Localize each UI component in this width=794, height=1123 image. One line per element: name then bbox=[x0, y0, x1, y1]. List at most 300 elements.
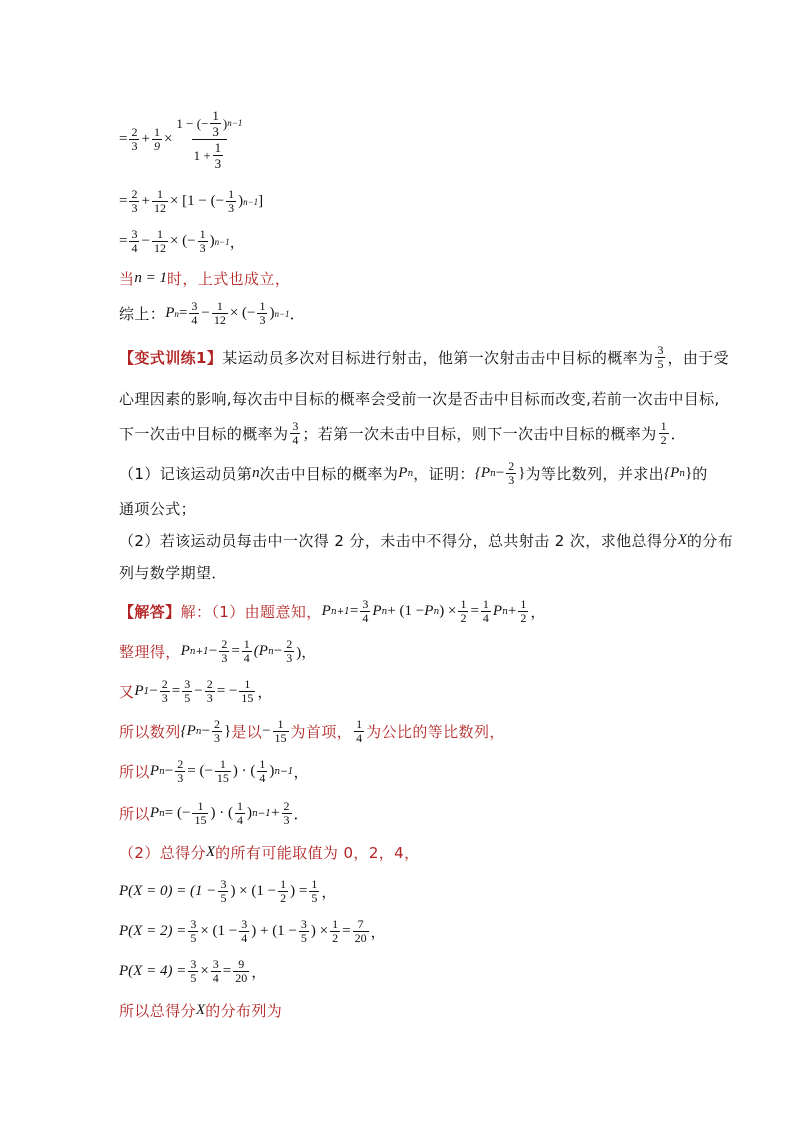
math-text: n−1 bbox=[214, 236, 230, 247]
math-text: 3 bbox=[221, 651, 228, 665]
math-text: 3 bbox=[212, 124, 219, 139]
fraction bbox=[659, 420, 669, 447]
formula-line-1 bbox=[119, 108, 246, 171]
math-text: n bbox=[433, 606, 440, 617]
fraction bbox=[354, 718, 364, 745]
math-text: 1 bbox=[143, 686, 150, 697]
math-text: 整理得， bbox=[119, 643, 181, 661]
math-text: n−1 bbox=[274, 308, 290, 319]
math-text: × bbox=[200, 963, 209, 979]
math-text: − bbox=[262, 723, 271, 739]
fraction bbox=[239, 918, 249, 945]
math-text: 2 bbox=[131, 125, 138, 139]
math-text: 2 bbox=[283, 799, 290, 813]
math-text: 1 bbox=[660, 419, 667, 433]
fraction bbox=[205, 678, 215, 705]
fraction bbox=[129, 188, 139, 215]
math-text: 1 bbox=[199, 227, 206, 241]
math-text: 1 bbox=[311, 877, 318, 891]
math-text: n−1 bbox=[243, 196, 259, 207]
math-text: × (− bbox=[169, 233, 196, 249]
math-text: 所以 bbox=[119, 805, 150, 823]
math-text: n bbox=[252, 465, 260, 481]
math-text: ) bbox=[269, 763, 275, 779]
math-text: ) × (1 − bbox=[230, 883, 277, 899]
math-text: n = 1 bbox=[134, 270, 168, 286]
math-text: 3 bbox=[283, 813, 290, 827]
fraction bbox=[210, 108, 221, 139]
math-text: n bbox=[174, 308, 179, 319]
math-text: 5 bbox=[657, 357, 664, 371]
math-text: P bbox=[372, 603, 382, 619]
solution-line-1 bbox=[119, 598, 545, 625]
math-text: 2 bbox=[280, 891, 287, 905]
math-text: = bbox=[171, 683, 181, 699]
math-text: × bbox=[163, 131, 173, 147]
fraction bbox=[188, 918, 198, 945]
fraction bbox=[239, 678, 255, 705]
math-text: 2 bbox=[660, 433, 667, 447]
math-text: = bbox=[470, 603, 479, 619]
math-text: ) bbox=[209, 233, 215, 249]
math-text: 1 bbox=[277, 717, 284, 731]
math-text: 15 bbox=[216, 771, 229, 785]
fraction bbox=[160, 678, 170, 705]
math-text: n bbox=[679, 468, 686, 479]
math-text: 5 bbox=[300, 931, 307, 945]
math-text: 3 bbox=[214, 156, 222, 171]
math-text: 心理因素的影响,每次击中目标的概率会受前一次是否击中目标而改变,若前一次击中目标, bbox=[119, 390, 720, 408]
math-text: 3 bbox=[206, 691, 213, 705]
math-text: P bbox=[149, 763, 159, 779]
math-text: = bbox=[342, 923, 351, 939]
math-text: 1 bbox=[219, 757, 226, 771]
big-fraction bbox=[174, 108, 244, 171]
math-text: 某运动员多次对目标进行射击，他第一次射击击中目标的概率为 bbox=[222, 349, 654, 367]
formula-line-2 bbox=[119, 188, 263, 215]
fraction bbox=[235, 800, 245, 827]
fraction bbox=[198, 228, 208, 255]
fraction bbox=[481, 598, 491, 625]
math-text: 综上： bbox=[119, 305, 166, 323]
math-text: ) bbox=[246, 805, 252, 821]
fraction bbox=[152, 188, 168, 215]
math-text: = (− bbox=[164, 805, 191, 821]
solution-line-7 bbox=[119, 842, 420, 863]
math-text: n bbox=[195, 726, 202, 737]
math-text: 4 bbox=[191, 313, 198, 327]
math-text: (P bbox=[253, 643, 268, 659]
math-text: 5 bbox=[220, 891, 227, 905]
math-text: 12 bbox=[213, 313, 226, 327]
section-tag: 【变式训练1】 bbox=[119, 349, 223, 367]
math-text: ， bbox=[293, 765, 309, 781]
math-text: } bbox=[224, 723, 232, 739]
math-text: 4 bbox=[362, 611, 369, 625]
math-text: ． bbox=[670, 425, 687, 443]
math-text: X bbox=[205, 844, 216, 860]
math-text: 列与数学期望． bbox=[119, 564, 227, 582]
math-text: 为公比的等比数列， bbox=[366, 723, 505, 741]
text-line-4 bbox=[119, 268, 290, 289]
math-text: 所以数列 bbox=[119, 723, 181, 741]
prob-x0-line bbox=[119, 878, 336, 905]
math-text: 1 bbox=[244, 677, 251, 691]
math-text: {P bbox=[664, 465, 680, 481]
math-text: 1 bbox=[216, 299, 223, 313]
math-text: 15 bbox=[274, 731, 287, 745]
math-text: P bbox=[180, 643, 190, 659]
fraction bbox=[152, 228, 168, 255]
math-text: 3 bbox=[199, 241, 206, 255]
math-text: 2 bbox=[460, 611, 467, 625]
math-text: n bbox=[158, 766, 165, 777]
math-text: − bbox=[273, 643, 283, 659]
math-text: ，证明： bbox=[413, 465, 475, 483]
math-text: 3 bbox=[220, 877, 227, 891]
math-text: ， bbox=[530, 605, 546, 621]
math-text: 所以 bbox=[119, 763, 150, 781]
solution-line-3 bbox=[119, 678, 272, 705]
problem-line-3 bbox=[119, 420, 686, 447]
math-text: )， bbox=[296, 645, 317, 661]
math-text: + bbox=[271, 805, 280, 821]
math-text: − bbox=[201, 305, 210, 321]
math-text: 2 bbox=[177, 757, 184, 771]
math-text: 3 bbox=[131, 139, 138, 153]
math-text: = bbox=[231, 643, 240, 659]
fraction bbox=[129, 126, 139, 153]
math-text: （1）记该运动员第 bbox=[119, 465, 253, 483]
math-text: 9 bbox=[153, 139, 160, 153]
math-text: 9 bbox=[238, 957, 245, 971]
math-text: 4 bbox=[259, 771, 266, 785]
math-text: ) × bbox=[439, 603, 457, 619]
math-text: ， bbox=[321, 885, 337, 901]
fraction bbox=[192, 800, 208, 827]
fraction bbox=[257, 300, 267, 327]
math-text: P bbox=[134, 683, 144, 699]
math-text: 5 bbox=[190, 971, 197, 985]
math-text: 所以总得分 bbox=[119, 1002, 197, 1020]
math-text: 1 bbox=[356, 717, 363, 731]
fraction bbox=[458, 598, 468, 625]
math-text: n−1 bbox=[274, 766, 294, 777]
fraction bbox=[218, 878, 228, 905]
math-text: ，由于受 bbox=[667, 349, 730, 367]
math-text: 1 bbox=[259, 299, 266, 313]
math-text: ) + (1 − bbox=[251, 923, 297, 939]
question-2-line-1 bbox=[119, 530, 733, 551]
fraction bbox=[257, 758, 267, 785]
math-text: ；若第一次未击中目标，则下一次击中目标的概率为 bbox=[302, 425, 657, 443]
math-text: = bbox=[119, 131, 128, 147]
fraction bbox=[282, 800, 292, 827]
math-text: = bbox=[119, 193, 128, 209]
math-text: n bbox=[502, 606, 508, 617]
math-text: 2 bbox=[286, 637, 293, 651]
math-text: 1 bbox=[259, 757, 266, 771]
fraction bbox=[175, 758, 185, 785]
math-text: 通项公式； bbox=[119, 500, 197, 518]
math-text: 的分布列为 bbox=[205, 1002, 283, 1020]
math-text: ， bbox=[257, 685, 273, 701]
math-text: 3 bbox=[212, 957, 219, 971]
math-text: 20 bbox=[354, 931, 367, 945]
math-text: 3 bbox=[292, 419, 299, 433]
math-text: n bbox=[267, 646, 274, 657]
math-text: 1 bbox=[197, 799, 204, 813]
conclusion-line bbox=[119, 300, 305, 327]
math-text: = bbox=[349, 603, 359, 619]
math-text: 4 bbox=[241, 931, 248, 945]
fraction bbox=[129, 228, 139, 255]
math-text: ． bbox=[289, 307, 305, 323]
fraction bbox=[518, 598, 528, 625]
math-text: 3 bbox=[214, 731, 221, 745]
math-text: 4 bbox=[212, 971, 219, 985]
math-text: − bbox=[495, 465, 505, 481]
math-text: 3 bbox=[184, 677, 191, 691]
fraction bbox=[299, 918, 309, 945]
fraction bbox=[284, 638, 294, 665]
math-text: 下一次击中目标的概率为 bbox=[119, 425, 289, 443]
math-text: 1 bbox=[212, 108, 219, 123]
math-text: 4 bbox=[292, 433, 299, 447]
math-text: 1 bbox=[228, 187, 235, 201]
math-text: 15 bbox=[194, 813, 207, 827]
math-text: 3 bbox=[161, 691, 168, 705]
fraction bbox=[152, 126, 162, 153]
math-text: P bbox=[321, 603, 331, 619]
math-text: 7 bbox=[357, 917, 364, 931]
math-text: 的所有可能取值为 0，2，4， bbox=[215, 844, 420, 862]
math-text: − bbox=[141, 233, 150, 249]
math-text: 2 bbox=[508, 459, 515, 473]
math-text: P bbox=[398, 465, 408, 481]
math-text: + (1 − bbox=[387, 603, 425, 619]
formula-line-3 bbox=[119, 228, 245, 255]
math-text: 3 bbox=[131, 227, 138, 241]
prob-x2-line bbox=[119, 918, 386, 945]
fraction bbox=[212, 300, 228, 327]
fraction bbox=[309, 878, 319, 905]
math-text: 1 − (− bbox=[176, 116, 209, 131]
fraction bbox=[211, 958, 221, 985]
math-text: ) × bbox=[310, 923, 329, 939]
solution-line-4 bbox=[119, 718, 505, 745]
prob-x4-line bbox=[119, 958, 266, 985]
math-text: 4 bbox=[482, 611, 489, 625]
math-text: （2）总得分 bbox=[119, 844, 206, 862]
math-text: 3 bbox=[508, 473, 515, 487]
math-text: ， bbox=[251, 965, 267, 981]
math-text: 的 bbox=[692, 465, 708, 483]
math-text: 3 bbox=[228, 201, 235, 215]
math-text: P(X = 0) = (1 − bbox=[119, 883, 217, 899]
math-text: ， bbox=[370, 925, 386, 941]
math-text: 1 bbox=[332, 917, 339, 931]
question-1-line-1 bbox=[119, 460, 708, 487]
math-text: 3 bbox=[286, 651, 293, 665]
math-text: 为首项， bbox=[290, 723, 353, 741]
math-text: X bbox=[677, 532, 687, 548]
math-text: − bbox=[201, 723, 211, 739]
math-text: 4 bbox=[356, 731, 363, 745]
math-text: P bbox=[165, 305, 175, 321]
math-text: 2 bbox=[206, 677, 213, 691]
solution-line-6 bbox=[119, 800, 309, 827]
math-text: × (− bbox=[229, 305, 256, 321]
math-text: 1 bbox=[460, 597, 467, 611]
fraction bbox=[226, 188, 236, 215]
problem-line-2 bbox=[119, 388, 720, 409]
math-text: 15 bbox=[241, 691, 254, 705]
math-text: 2 bbox=[520, 611, 527, 625]
math-text: 3 bbox=[131, 201, 138, 215]
math-text: 为等比数列，并求出 bbox=[525, 465, 665, 483]
math-text: = bbox=[222, 963, 232, 979]
math-text: 3 bbox=[191, 299, 198, 313]
math-text: ) · ( bbox=[232, 763, 256, 779]
math-text: P bbox=[424, 603, 434, 619]
math-text: 2 bbox=[131, 187, 138, 201]
math-text: 解：（1）由题意知， bbox=[180, 603, 322, 621]
math-text: 1 bbox=[280, 877, 287, 891]
problem-line-1 bbox=[119, 344, 729, 371]
math-text: {P bbox=[474, 465, 491, 481]
fraction bbox=[278, 878, 288, 905]
math-text: 3 bbox=[362, 597, 369, 611]
math-text: 2 bbox=[161, 677, 168, 691]
fraction bbox=[212, 718, 222, 745]
math-text: − bbox=[164, 763, 174, 779]
math-text: 1 bbox=[520, 597, 527, 611]
math-text: ) bbox=[269, 305, 275, 321]
math-text: ， bbox=[229, 235, 245, 251]
math-text: 1 + bbox=[193, 148, 211, 163]
math-text: 又 bbox=[119, 683, 135, 701]
fraction bbox=[353, 918, 369, 945]
math-text: （2）若该运动员每击中一次得 2 分，未击中不得分，总共射击 2 次，求他总得分 bbox=[119, 532, 678, 550]
math-text: − bbox=[194, 683, 203, 699]
fraction bbox=[273, 718, 289, 745]
math-text: × (1 − bbox=[200, 923, 238, 939]
solution-line-5 bbox=[119, 758, 309, 785]
math-text: 是以 bbox=[231, 723, 263, 741]
math-text: 1 bbox=[156, 187, 163, 201]
math-text: 3 bbox=[259, 313, 266, 327]
math-text: = (− bbox=[187, 763, 213, 779]
fraction bbox=[213, 140, 224, 171]
math-text: + bbox=[507, 603, 517, 619]
math-text: P(X = 4) = bbox=[119, 963, 187, 979]
fraction bbox=[360, 598, 370, 625]
math-text: − bbox=[149, 683, 158, 699]
math-text: 3 bbox=[190, 917, 197, 931]
fraction bbox=[215, 758, 231, 785]
math-text: + bbox=[141, 193, 150, 209]
math-text: n bbox=[407, 468, 414, 479]
math-text: = − bbox=[216, 683, 238, 699]
math-text: 1 bbox=[214, 140, 222, 155]
math-text: n bbox=[158, 808, 165, 819]
fraction bbox=[188, 958, 198, 985]
math-text: = bbox=[178, 305, 188, 321]
fraction bbox=[189, 300, 199, 327]
math-text: ] bbox=[258, 193, 264, 209]
question-1-line-2 bbox=[119, 498, 196, 519]
math-text: n bbox=[381, 606, 388, 617]
fraction bbox=[233, 958, 249, 985]
solution-tag: 【解答】 bbox=[119, 603, 181, 621]
math-text: 3 bbox=[190, 957, 197, 971]
math-text: n−1 bbox=[227, 118, 243, 128]
math-text: + bbox=[141, 131, 150, 147]
math-text: } bbox=[518, 465, 526, 481]
math-text: 2 bbox=[332, 931, 339, 945]
math-text: 1 bbox=[153, 125, 160, 139]
math-text: 20 bbox=[235, 971, 248, 985]
math-text: 3 bbox=[300, 917, 307, 931]
math-text: 时，上式也成立， bbox=[167, 270, 291, 288]
math-text: 12 bbox=[153, 241, 166, 255]
math-text: 1 bbox=[236, 799, 243, 813]
math-text: 5 bbox=[311, 891, 318, 905]
math-text: − bbox=[208, 643, 218, 659]
fraction bbox=[242, 638, 252, 665]
math-text: ) bbox=[238, 193, 244, 209]
math-text: 当 bbox=[119, 270, 135, 288]
math-text: 5 bbox=[190, 931, 197, 945]
fraction bbox=[219, 638, 229, 665]
math-text: n+1 bbox=[330, 606, 350, 617]
math-text: 的分布 bbox=[686, 532, 734, 550]
math-text: ) · ( bbox=[210, 805, 233, 821]
math-text: P(X = 2) = bbox=[119, 923, 187, 939]
math-text: n−1 bbox=[251, 808, 272, 819]
fraction bbox=[330, 918, 340, 945]
math-text: 2 bbox=[214, 717, 221, 731]
math-text: 次击中目标的概率为 bbox=[259, 465, 399, 483]
math-text: 3 bbox=[241, 917, 248, 931]
math-text: } bbox=[685, 465, 693, 481]
math-text: = bbox=[119, 233, 128, 249]
fraction bbox=[182, 678, 192, 705]
math-text: 1 bbox=[243, 637, 250, 651]
math-text: 2 bbox=[221, 637, 228, 651]
math-text: ) bbox=[222, 116, 228, 131]
math-text: 1 bbox=[156, 227, 163, 241]
math-text: 5 bbox=[184, 691, 191, 705]
solution-line-2 bbox=[119, 638, 316, 665]
math-text: 12 bbox=[153, 201, 166, 215]
fraction bbox=[506, 460, 516, 487]
math-text: 1 bbox=[482, 597, 489, 611]
solution-line-final bbox=[119, 1000, 282, 1021]
math-text: 4 bbox=[243, 651, 250, 665]
math-text: X bbox=[196, 1002, 206, 1018]
math-text: 3 bbox=[177, 771, 184, 785]
question-2-line-2 bbox=[119, 562, 227, 583]
math-text: 4 bbox=[131, 241, 138, 255]
math-text: × [1 − (− bbox=[169, 193, 225, 209]
math-text: n bbox=[490, 468, 496, 479]
fraction bbox=[290, 420, 300, 447]
math-text: ) = bbox=[290, 883, 308, 899]
math-text: n+1 bbox=[189, 646, 209, 657]
math-text: 3 bbox=[657, 343, 664, 357]
